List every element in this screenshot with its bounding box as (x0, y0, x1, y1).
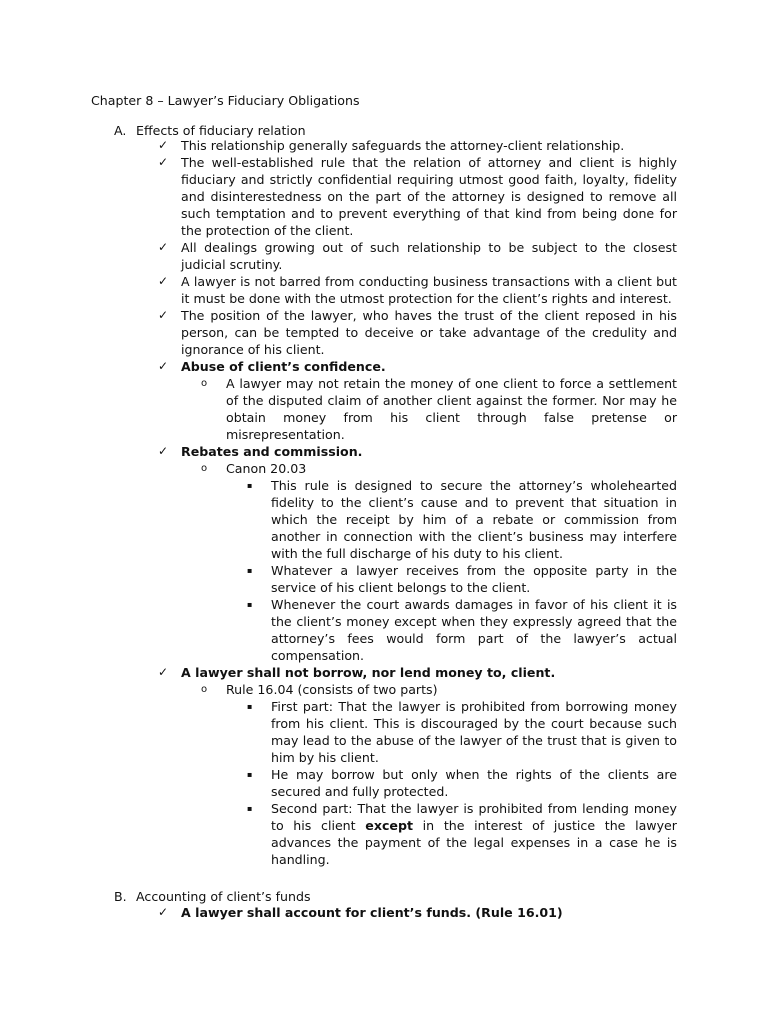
section-b-letter: B. (114, 889, 127, 904)
item-text: A lawyer shall account for client’s funds. (Rule 16.01) (181, 905, 563, 920)
check-icon: ✓ (158, 308, 169, 322)
square-bullet-icon: ▪ (247, 600, 253, 609)
item-text: This rule is designed to secure the attorney’s wholehearted fidelity to the client’s cause and to prevent that situation in which the receipt by him of a rebate or commission from another in connection with the client’s business may interfere with the full discharge of his duty to his client. (271, 478, 677, 561)
square-bullet-icon: ▪ (247, 481, 253, 490)
list-item (0, 137, 768, 154)
check-icon: ✓ (158, 444, 169, 458)
borrow-heading (0, 664, 768, 681)
section-b-list (0, 904, 768, 921)
second-part-before: Second part: That the lawyer is prohibited from lending money to his client (271, 801, 677, 833)
section-b-title: Accounting of client’s funds (136, 889, 311, 904)
list-item (0, 477, 768, 562)
check-icon: ✓ (158, 138, 169, 152)
section-b-heading (114, 888, 311, 905)
rebates-heading (0, 443, 768, 460)
rule-reference (0, 681, 768, 698)
square-bullet-icon: ▪ (247, 770, 253, 779)
list-item (0, 596, 768, 664)
square-bullet-icon: ▪ (247, 804, 253, 813)
except-emphasis: except (365, 818, 413, 833)
item-text: This relationship generally safeguards the attorney-client relationship. (181, 138, 625, 153)
list-item (0, 273, 768, 307)
check-icon: ✓ (158, 905, 169, 919)
section-a-list (0, 137, 768, 868)
chapter-title: Chapter 8 – Lawyer’s Fiduciary Obligations (91, 93, 360, 108)
item-text: Whatever a lawyer receives from the opposite party in the service of his client belongs to the client. (271, 563, 677, 595)
list-item (0, 239, 768, 273)
square-bullet-icon: ▪ (247, 566, 253, 575)
canon-text: Canon 20.03 (226, 461, 307, 476)
check-icon: ✓ (158, 240, 169, 254)
list-item (0, 562, 768, 596)
item-text: Whenever the court awards damages in favor of his client it is the client’s money except when they expressly agreed that the attorney’s fees would form part of the lawyer’s actual compensation. (271, 597, 677, 663)
check-icon: ✓ (158, 359, 169, 373)
circle-bullet-icon: o (201, 378, 208, 389)
item-text: A lawyer is not barred from conducting business transactions with a client but it must be done with the utmost protection for the client’s rights and interest. (181, 274, 677, 306)
circle-bullet-icon: o (201, 463, 208, 474)
list-item (0, 307, 768, 358)
square-bullet-icon: ▪ (247, 702, 253, 711)
section-a-letter: A. (114, 123, 127, 138)
list-item (0, 904, 768, 921)
item-text: The position of the lawyer, who haves the trust of the client reposed in his person, can be tempted to deceive or take advantage of the credulity and ignorance of his client. (181, 308, 677, 357)
list-item (0, 800, 768, 868)
circle-bullet-icon: o (201, 684, 208, 695)
list-item (0, 766, 768, 800)
rule-text: Rule 16.04 (consists of two parts) (226, 682, 438, 697)
list-item (0, 375, 768, 443)
item-text: He may borrow but only when the rights of the clients are secured and fully protected. (271, 767, 677, 799)
item-text: The well-established rule that the relation of attorney and client is highly fiduciary and strictly confidential requiring utmost good faith, loyalty, fidelity and disinterestedness on the part of the attorney is designed to remove all such temptation and to prevent everything of that kind from being done for the protection of the client. (181, 155, 677, 238)
second-part-after: in the interest of justice the lawyer advances the payment of the legal expenses in a case he is handling. (271, 818, 677, 867)
borrow-heading-text: A lawyer shall not borrow, nor lend money to, client. (181, 665, 556, 680)
check-icon: ✓ (158, 274, 169, 288)
item-text: All dealings growing out of such relationship to be subject to the closest judicial scrutiny. (181, 240, 677, 272)
list-item (0, 154, 768, 239)
abuse-heading-text: Abuse of client’s confidence. (181, 359, 386, 374)
abuse-heading (0, 358, 768, 375)
canon-reference (0, 460, 768, 477)
check-icon: ✓ (158, 665, 169, 679)
item-text: A lawyer may not retain the money of one client to force a settlement of the disputed claim of another client against the former. Nor may he obtain money from his client through false pretense or misrepresentation. (226, 376, 677, 442)
list-item (0, 698, 768, 766)
rebates-heading-text: Rebates and commission. (181, 444, 363, 459)
section-a-title: Effects of fiduciary relation (136, 123, 306, 138)
check-icon: ✓ (158, 155, 169, 169)
item-text: First part: That the lawyer is prohibited from borrowing money from his client. This is discouraged by the court because such may lead to the abuse of the lawyer of the trust that is given to him by his client. (271, 699, 677, 765)
